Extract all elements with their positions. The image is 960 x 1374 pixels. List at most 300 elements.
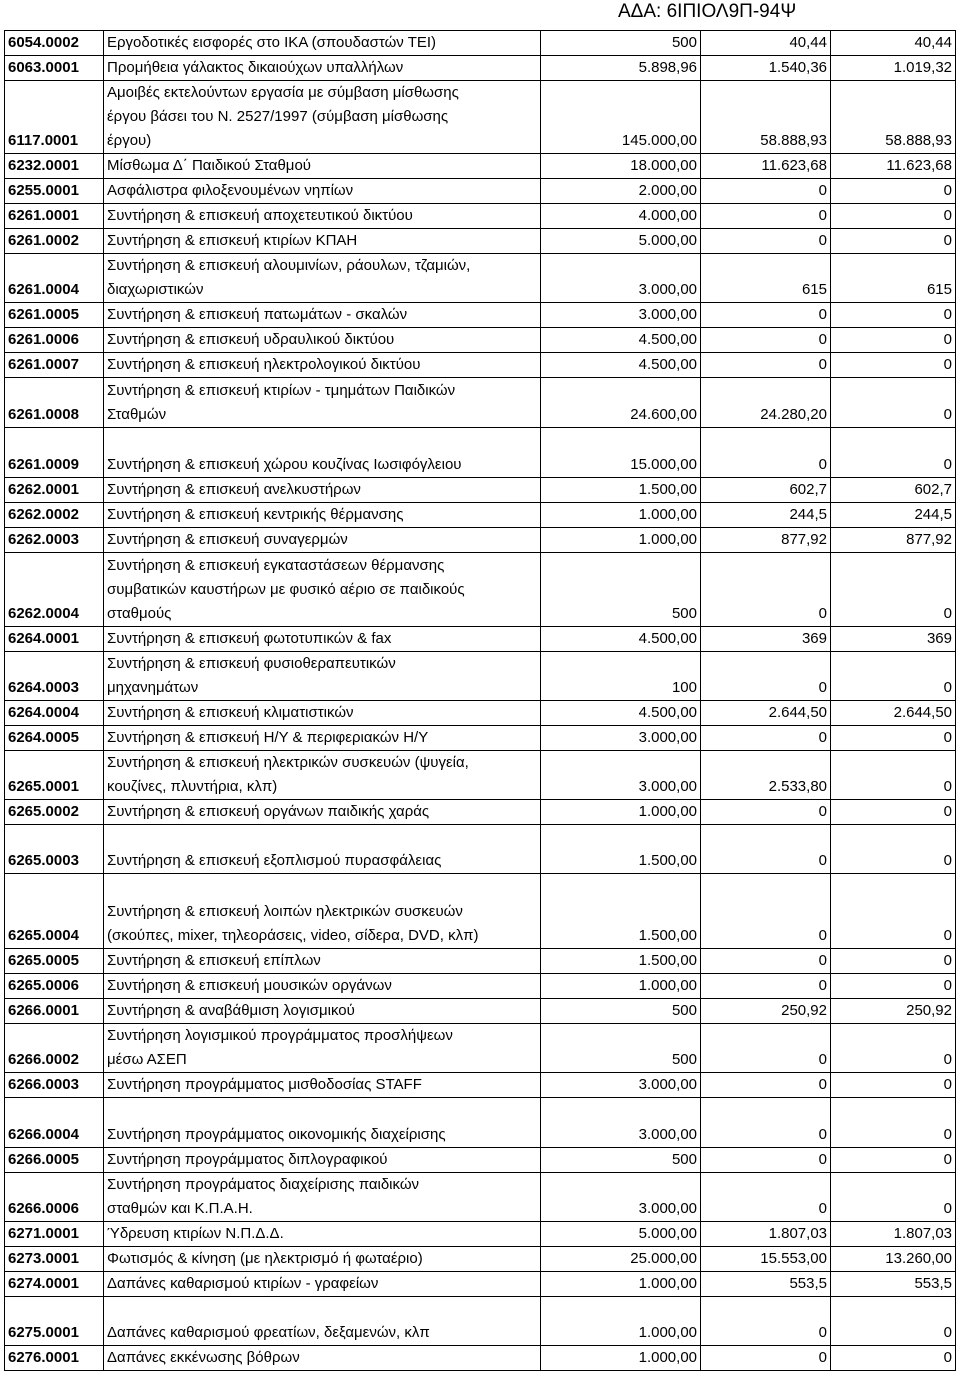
account-code-cell: [5, 949, 104, 973]
description-cell: [104, 204, 541, 228]
amount-cell-1: [541, 701, 701, 725]
table-row: [5, 528, 956, 553]
account-code: 6266.0002: [8, 1051, 79, 1068]
amount-cell-2: [701, 1247, 831, 1271]
amount-value: 0: [943, 182, 952, 199]
table-row: [5, 328, 956, 353]
description-line: Δαπάνες εκκένωσης βόθρων: [107, 1349, 300, 1366]
amount-value: 0: [818, 1126, 827, 1143]
description-line: Συντήρηση προγράμματος οικονομικής διαχείρισης: [107, 1126, 446, 1143]
amount-cell-3: [831, 751, 956, 799]
account-code-cell: [5, 825, 104, 873]
amount-value: 4.500,00: [638, 630, 697, 647]
account-code-cell: [5, 999, 104, 1023]
account-code-cell: [5, 874, 104, 948]
amount-cell-1: [541, 999, 701, 1023]
account-code: 6063.0001: [8, 59, 79, 76]
amount-value: 0: [943, 356, 952, 373]
amount-value: 0: [818, 1076, 827, 1093]
amount-cell-2: [701, 1073, 831, 1097]
description-line: διαχωριστικών: [107, 281, 204, 298]
account-code: 6261.0001: [8, 207, 79, 224]
amount-cell-3: [831, 949, 956, 973]
amount-value: 4.500,00: [638, 331, 697, 348]
description-line: μέσω ΑΣΕΠ: [107, 1051, 187, 1068]
table-row: [5, 751, 956, 800]
description-line: Συντήρηση & επισκευή ηλεκτρικών συσκευών (ψυγεία,: [107, 754, 469, 771]
amount-value: 0: [818, 207, 827, 224]
amount-cell-1: [541, 428, 701, 477]
amount-cell-3: [831, 1173, 956, 1221]
amount-cell-2: [701, 1222, 831, 1246]
description-line: Συντήρηση & επισκευή ηλεκτρολογικού δικτύου: [107, 356, 421, 373]
account-code: 6264.0005: [8, 729, 79, 746]
amount-cell-3: [831, 81, 956, 153]
budget-table: [4, 30, 956, 1371]
description-cell: [104, 1272, 541, 1296]
account-code: 6261.0009: [8, 456, 79, 473]
table-row: [5, 652, 956, 701]
table-row: [5, 825, 956, 874]
amount-cell-2: [701, 825, 831, 873]
account-code-cell: [5, 303, 104, 327]
amount-value: 13.260,00: [885, 1250, 952, 1267]
account-code: 6266.0003: [8, 1076, 79, 1093]
description-line: κουζίνες, πλυντήρια, κλπ): [107, 778, 278, 795]
amount-cell-2: [701, 949, 831, 973]
amount-cell-2: [701, 726, 831, 750]
amount-value: 1.500,00: [638, 852, 697, 869]
amount-cell-3: [831, 154, 956, 178]
description-line: Δαπάνες καθαρισμού κτιρίων - γραφείων: [107, 1275, 379, 1292]
amount-cell-3: [831, 503, 956, 527]
amount-value: 1.540,36: [768, 59, 827, 76]
account-code: 6261.0007: [8, 356, 79, 373]
account-code: 6266.0001: [8, 1002, 79, 1019]
description-cell: [104, 825, 541, 873]
amount-cell-1: [541, 154, 701, 178]
description-cell: [104, 503, 541, 527]
amount-cell-1: [541, 1247, 701, 1271]
table-row: [5, 726, 956, 751]
amount-value: 0: [943, 852, 952, 869]
amount-cell-2: [701, 1297, 831, 1345]
amount-value: 1.500,00: [638, 481, 697, 498]
description-line: Φωτισμός & κίνηση (με ηλεκτρισμό ή φωταέριο): [107, 1250, 423, 1267]
account-code-cell: [5, 652, 104, 700]
amount-value: 1.807,03: [893, 1225, 952, 1242]
amount-cell-1: [541, 1222, 701, 1246]
amount-value: 0: [818, 182, 827, 199]
account-code-cell: [5, 1073, 104, 1097]
description-line: Συντήρηση προγράμματος διπλογραφικού: [107, 1151, 388, 1168]
amount-value: 369: [926, 630, 952, 647]
description-line: σταθμών και Κ.Π.Α.Η.: [107, 1200, 253, 1217]
amount-value: 18.000,00: [630, 157, 697, 174]
account-code: 6262.0001: [8, 481, 79, 498]
amount-value: 0: [818, 927, 827, 944]
amount-value: 3.000,00: [638, 1126, 697, 1143]
amount-value: 3.000,00: [638, 1076, 697, 1093]
amount-value: 2.644,50: [893, 704, 952, 721]
account-code: 6261.0004: [8, 281, 79, 298]
amount-cell-3: [831, 874, 956, 948]
table-row: [5, 1297, 956, 1346]
description-line: Συντήρηση & επισκευή κτιρίων ΚΠΑΗ: [107, 232, 358, 249]
ada-reference: ΑΔΑ: 6ΙΠΙΟΛ9Π-94Ψ: [618, 1, 797, 22]
account-code: 6274.0001: [8, 1275, 79, 1292]
description-cell: [104, 751, 541, 799]
description-line: Ασφάλιστρα φιλοξενουμένων νηπίων: [107, 182, 354, 199]
table-row: [5, 353, 956, 378]
description-cell: [104, 974, 541, 998]
amount-cell-1: [541, 81, 701, 153]
description-line: μηχανημάτων: [107, 679, 199, 696]
account-code: 6261.0005: [8, 306, 79, 323]
amount-value: 369: [801, 630, 827, 647]
description-line: σταθμούς: [107, 605, 172, 622]
amount-value: 25.000,00: [630, 1250, 697, 1267]
amount-value: 553,5: [789, 1275, 827, 1292]
amount-value: 3.000,00: [638, 281, 697, 298]
account-code-cell: [5, 1346, 104, 1370]
table-row: [5, 229, 956, 254]
description-cell: [104, 726, 541, 750]
table-row: [5, 478, 956, 503]
amount-cell-1: [541, 553, 701, 626]
amount-cell-2: [701, 553, 831, 626]
amount-value: 0: [818, 356, 827, 373]
amount-value: 15.000,00: [630, 456, 697, 473]
amount-value: 1.000,00: [638, 977, 697, 994]
description-line: Συντήρηση & επισκευή φωτοτυπικών & fax: [107, 630, 392, 647]
amount-cell-1: [541, 378, 701, 427]
amount-cell-3: [831, 428, 956, 477]
amount-cell-1: [541, 1297, 701, 1345]
amount-cell-2: [701, 254, 831, 302]
account-code-cell: [5, 56, 104, 80]
account-code: 6264.0001: [8, 630, 79, 647]
description-cell: [104, 328, 541, 352]
amount-value: 4.000,00: [638, 207, 697, 224]
description-cell: [104, 1297, 541, 1345]
amount-value: 615: [926, 281, 952, 298]
amount-value: 0: [943, 952, 952, 969]
account-code-cell: [5, 627, 104, 651]
description-line: Συντήρηση & επισκευή οργάνων παιδικής χαράς: [107, 803, 430, 820]
amount-value: 0: [943, 232, 952, 249]
amount-cell-2: [701, 652, 831, 700]
amount-cell-2: [701, 81, 831, 153]
table-row: [5, 179, 956, 204]
amount-value: 877,92: [781, 531, 827, 548]
description-cell: [104, 652, 541, 700]
amount-value: 24.280,20: [760, 406, 827, 423]
table-row: [5, 999, 956, 1024]
account-code-cell: [5, 254, 104, 302]
amount-value: 100: [671, 679, 697, 696]
amount-cell-1: [541, 1073, 701, 1097]
amount-cell-3: [831, 1272, 956, 1296]
amount-value: 0: [818, 852, 827, 869]
amount-value: 3.000,00: [638, 729, 697, 746]
amount-value: 500: [671, 1051, 697, 1068]
amount-value: 2.000,00: [638, 182, 697, 199]
amount-cell-3: [831, 478, 956, 502]
amount-value: 244,5: [914, 506, 952, 523]
account-code: 6264.0004: [8, 704, 79, 721]
amount-value: 40,44: [789, 34, 827, 51]
amount-value: 11.623,68: [886, 157, 952, 174]
amount-cell-3: [831, 553, 956, 626]
table-row: [5, 1247, 956, 1272]
amount-value: 244,5: [789, 506, 827, 523]
account-code: 6266.0005: [8, 1151, 79, 1168]
amount-cell-1: [541, 353, 701, 377]
description-cell: [104, 1098, 541, 1147]
amount-cell-1: [541, 1346, 701, 1370]
table-row: [5, 154, 956, 179]
table-row: [5, 1073, 956, 1098]
amount-cell-2: [701, 229, 831, 253]
description-line: Εργοδοτικές εισφορές στο ΙΚΑ (σπουδαστών ΤΕΙ): [107, 34, 437, 51]
description-line: Αμοιβές εκτελούντων εργασία με σύμβαση μίσθωσης: [107, 84, 459, 101]
account-code-cell: [5, 503, 104, 527]
account-code: 6273.0001: [8, 1250, 79, 1267]
amount-cell-3: [831, 229, 956, 253]
table-row: [5, 31, 956, 56]
description-cell: [104, 1148, 541, 1172]
description-cell: [104, 800, 541, 824]
amount-value: 1.019,32: [893, 59, 952, 76]
amount-value: 3.000,00: [638, 1200, 697, 1217]
amount-cell-1: [541, 874, 701, 948]
description-cell: [104, 229, 541, 253]
amount-cell-3: [831, 974, 956, 998]
table-row: [5, 378, 956, 428]
amount-cell-3: [831, 31, 956, 55]
description-cell: [104, 478, 541, 502]
amount-value: 24.600,00: [630, 406, 697, 423]
amount-cell-2: [701, 428, 831, 477]
description-cell: [104, 1073, 541, 1097]
account-code: 6265.0001: [8, 778, 79, 795]
table-row: [5, 303, 956, 328]
description-cell: [104, 428, 541, 477]
amount-cell-2: [701, 31, 831, 55]
amount-cell-3: [831, 652, 956, 700]
amount-cell-3: [831, 701, 956, 725]
account-code-cell: [5, 81, 104, 153]
amount-cell-1: [541, 254, 701, 302]
amount-cell-3: [831, 303, 956, 327]
amount-cell-2: [701, 204, 831, 228]
description-cell: [104, 81, 541, 153]
amount-cell-3: [831, 1098, 956, 1147]
amount-value: 1.000,00: [638, 803, 697, 820]
amount-value: 500: [671, 1151, 697, 1168]
amount-cell-2: [701, 701, 831, 725]
description-line: Συντήρηση & επισκευή κλιματιστικών: [107, 704, 354, 721]
amount-cell-1: [541, 825, 701, 873]
amount-cell-2: [701, 1272, 831, 1296]
amount-value: 58.888,93: [885, 132, 952, 149]
description-cell: [104, 1222, 541, 1246]
description-line: Συντήρηση & επισκευή λοιπών ηλεκτρικών συσκευών: [107, 903, 463, 920]
account-code: 6264.0003: [8, 679, 79, 696]
amount-cell-3: [831, 254, 956, 302]
amount-value: 0: [818, 1151, 827, 1168]
description-line: Συντήρηση & επισκευή υδραυλικού δικτύου: [107, 331, 395, 348]
description-line: Συντήρηση & αναβάθμιση λογισμικού: [107, 1002, 355, 1019]
account-code: 6266.0004: [8, 1126, 79, 1143]
amount-value: 1.000,00: [638, 1324, 697, 1341]
amount-value: 0: [943, 1051, 952, 1068]
description-line: Μίσθωμα Δ΄ Παιδικού Σταθμού: [107, 157, 311, 174]
amount-value: 0: [943, 729, 952, 746]
amount-cell-2: [701, 999, 831, 1023]
amount-cell-2: [701, 1024, 831, 1072]
account-code: 6265.0004: [8, 927, 79, 944]
table-row: [5, 874, 956, 949]
amount-value: 0: [818, 232, 827, 249]
amount-cell-3: [831, 56, 956, 80]
account-code: 6271.0001: [8, 1225, 79, 1242]
account-code: 6265.0006: [8, 977, 79, 994]
account-code-cell: [5, 1222, 104, 1246]
amount-cell-1: [541, 179, 701, 203]
amount-value: 11.623,68: [761, 157, 827, 174]
amount-value: 3.000,00: [638, 306, 697, 323]
account-code-cell: [5, 328, 104, 352]
amount-cell-3: [831, 1297, 956, 1345]
account-code-cell: [5, 204, 104, 228]
description-line: Συντήρηση & επισκευή κεντρικής θέρμανσης: [107, 506, 404, 523]
amount-cell-2: [701, 303, 831, 327]
amount-value: 0: [818, 952, 827, 969]
description-line: Συντήρηση & επισκευή πατωμάτων - σκαλών: [107, 306, 408, 323]
amount-value: 0: [943, 406, 952, 423]
description-line: Συντήρηση & επισκευή χώρου κουζίνας Ιωσιφόγλειου: [107, 456, 462, 473]
table-row: [5, 1272, 956, 1297]
amount-cell-1: [541, 1148, 701, 1172]
table-row: [5, 1024, 956, 1073]
description-line: Προμήθεια γάλακτος δικαιούχων υπαλλήλων: [107, 59, 404, 76]
amount-value: 0: [818, 605, 827, 622]
account-code: 6261.0002: [8, 232, 79, 249]
account-code: 6265.0002: [8, 803, 79, 820]
account-code-cell: [5, 353, 104, 377]
description-line: (σκούπες, mixer, τηλεοράσεις, video, σίδερα, DVD, κλπ): [107, 927, 479, 944]
table-row: [5, 701, 956, 726]
description-cell: [104, 701, 541, 725]
amount-value: 1.000,00: [638, 1275, 697, 1292]
amount-value: 602,7: [914, 481, 952, 498]
account-code-cell: [5, 726, 104, 750]
amount-cell-2: [701, 478, 831, 502]
account-code-cell: [5, 1272, 104, 1296]
amount-value: 0: [943, 331, 952, 348]
amount-value: 0: [943, 679, 952, 696]
amount-cell-2: [701, 56, 831, 80]
amount-value: 0: [818, 803, 827, 820]
description-cell: [104, 999, 541, 1023]
amount-cell-3: [831, 378, 956, 427]
amount-value: 15.553,00: [760, 1250, 827, 1267]
amount-value: 0: [943, 207, 952, 224]
amount-value: 0: [943, 803, 952, 820]
amount-value: 0: [943, 605, 952, 622]
amount-cell-2: [701, 378, 831, 427]
amount-value: 553,5: [914, 1275, 952, 1292]
description-cell: [104, 528, 541, 552]
account-code: 6262.0004: [8, 605, 79, 622]
description-line: Συντήρηση & επισκευή εγκαταστάσεων θέρμανσης: [107, 557, 445, 574]
amount-cell-1: [541, 1024, 701, 1072]
account-code-cell: [5, 154, 104, 178]
description-line: συμβατικών καυστήρων με φυσικό αέριο σε παιδικούς: [107, 581, 465, 598]
amount-cell-3: [831, 627, 956, 651]
amount-cell-3: [831, 328, 956, 352]
amount-cell-2: [701, 179, 831, 203]
table-row: [5, 1222, 956, 1247]
account-code-cell: [5, 974, 104, 998]
amount-value: 145.000,00: [621, 132, 697, 149]
account-code-cell: [5, 179, 104, 203]
amount-cell-2: [701, 1173, 831, 1221]
description-line: Συντήρηση & επισκευή αποχετευτικού δικτύου: [107, 207, 413, 224]
amount-value: 0: [818, 977, 827, 994]
amount-cell-3: [831, 1346, 956, 1370]
amount-cell-2: [701, 353, 831, 377]
description-line: Συντήρηση & επισκευή μουσικών οργάνων: [107, 977, 392, 994]
amount-value: 602,7: [789, 481, 827, 498]
amount-cell-1: [541, 974, 701, 998]
amount-cell-3: [831, 1024, 956, 1072]
amount-value: 0: [943, 306, 952, 323]
amount-value: 0: [943, 1151, 952, 1168]
table-row: [5, 974, 956, 999]
account-code-cell: [5, 1098, 104, 1147]
amount-value: 2.644,50: [768, 704, 827, 721]
account-code-cell: [5, 1173, 104, 1221]
description-cell: [104, 254, 541, 302]
account-code: 6265.0003: [8, 852, 79, 869]
amount-cell-1: [541, 949, 701, 973]
table-row: [5, 627, 956, 652]
table-row: [5, 1173, 956, 1222]
description-cell: [104, 1024, 541, 1072]
amount-cell-3: [831, 1222, 956, 1246]
amount-value: 0: [818, 729, 827, 746]
amount-cell-2: [701, 800, 831, 824]
amount-value: 1.000,00: [638, 506, 697, 523]
amount-cell-2: [701, 1346, 831, 1370]
amount-value: 2.533,80: [768, 778, 827, 795]
account-code-cell: [5, 1247, 104, 1271]
table-row: [5, 56, 956, 81]
account-code: 6261.0006: [8, 331, 79, 348]
amount-cell-1: [541, 726, 701, 750]
amount-cell-2: [701, 1098, 831, 1147]
amount-value: 0: [943, 1349, 952, 1366]
description-cell: [104, 154, 541, 178]
amount-cell-3: [831, 204, 956, 228]
description-cell: [104, 303, 541, 327]
amount-cell-1: [541, 800, 701, 824]
amount-cell-1: [541, 627, 701, 651]
description-cell: [104, 179, 541, 203]
